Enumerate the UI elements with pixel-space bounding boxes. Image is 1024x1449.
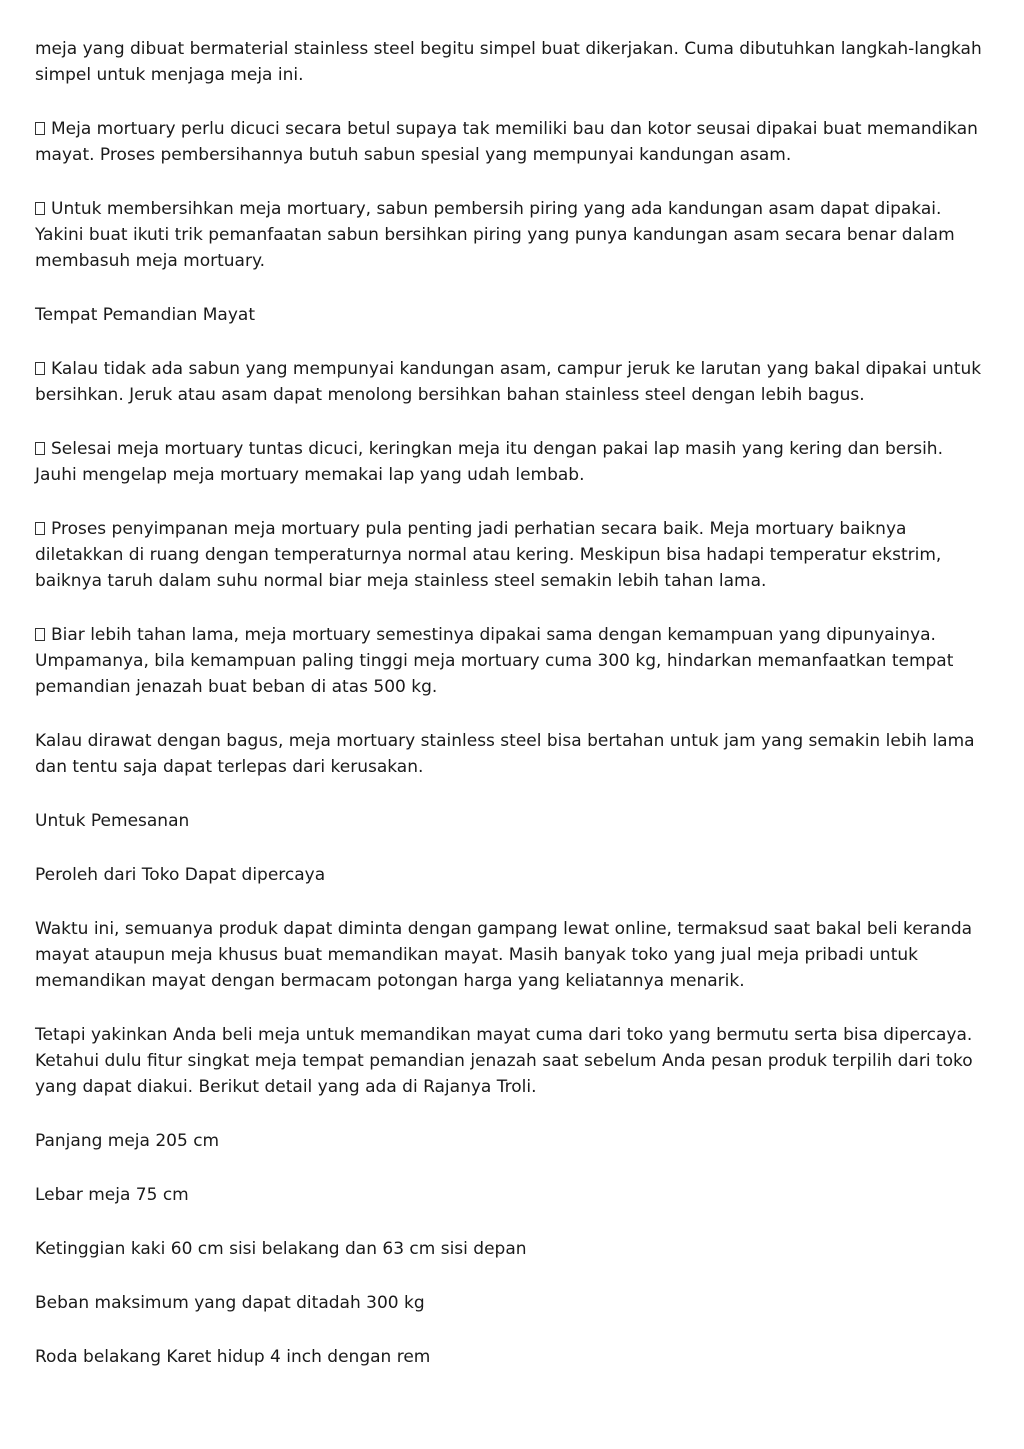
bullet-paragraph: Selesai meja mortuary tuntas dicuci, keringkan meja itu dengan pakai lap masih yang kering dan bersih. Jauhi mengelap meja mortuary memakai lap yang udah lembab. (35, 439, 943, 485)
bullet-paragraph: Proses penyimpanan meja mortuary pula penting jadi perhatian secara baik. Meja mortuary baiknya diletakkan di ruang dengan temperaturnya normal atau kering. Meskipun bisa hadapi temperatur ekstrim, baiknya taruh dalam suhu normal biar meja stainless steel semakin lebih tahan lama. (35, 519, 942, 591)
bullet-paragraph: Kalau tidak ada sabun yang mempunyai kandungan asam, campur jeruk ke larutan yang bakal dipakai untuk bersihkan. Jeruk atau asam dapat menolong bersihkan bahan stainless steel dengan lebih bagus. (35, 359, 982, 405)
section-heading: Peroleh dari Toko Dapat dipercaya (35, 865, 326, 885)
bullet-paragraph: Biar lebih tahan lama, meja mortuary semestinya dipakai sama dengan kemampuan yang dipunyainya. Umpamanya, bila kemampuan paling tinggi meja mortuary cuma 300 kg, hindarkan memanfaatkan tempat pemandian jenazah buat beban di atas 500 kg. (35, 625, 954, 697)
bullet-box-icon (35, 628, 45, 641)
spec-line: Lebar meja 75 cm (35, 1185, 189, 1205)
bullet-box-icon (35, 202, 45, 215)
bullet-paragraph: Untuk membersihkan meja mortuary, sabun pembersih piring yang ada kandungan asam dapat dipakai. Yakini buat ikuti trik pemanfaatan sabun bersihkan piring yang punya kandungan asam secara benar dalam membasuh meja mortuary. (35, 199, 955, 271)
bullet-box-icon (35, 122, 45, 135)
section-heading: Untuk Pemesanan (35, 811, 190, 831)
paragraph: Waktu ini, semuanya produk dapat diminta dengan gampang lewat online, termaksud saat bakal beli keranda mayat ataupun meja khusus buat memandikan mayat. Masih banyak toko yang jual meja pribadi untuk memandikan mayat dengan bermacam potongan harga yang keliatannya menarik. (35, 919, 973, 991)
section-heading: Tempat Pemandian Mayat (35, 305, 255, 325)
bullet-box-icon (35, 522, 45, 535)
paragraph: Kalau dirawat dengan bagus, meja mortuary stainless steel bisa bertahan untuk jam yang semakin lebih lama dan tentu saja dapat terlepas dari kerusakan. (35, 731, 975, 777)
spec-line: Beban maksimum yang dapat ditadah 300 kg (35, 1293, 425, 1313)
bullet-box-icon (35, 362, 45, 375)
bullet-box-icon (35, 442, 45, 455)
spec-line: Roda belakang Karet hidup 4 inch dengan rem (35, 1347, 431, 1367)
paragraph: meja yang dibuat bermaterial stainless steel begitu simpel buat dikerjakan. Cuma dibutuhkan langkah-langkah simpel untuk menjaga meja ini. (35, 39, 982, 85)
spec-line: Ketinggian kaki 60 cm sisi belakang dan 63 cm sisi depan (35, 1239, 527, 1259)
spec-line: Panjang meja 205 cm (35, 1131, 220, 1151)
paragraph: Tetapi yakinkan Anda beli meja untuk memandikan mayat cuma dari toko yang bermutu serta bisa dipercaya. Ketahui dulu fitur singkat meja tempat pemandian jenazah saat sebelum Anda pesan produk terpilih dari toko yang dapat diakui. Berikut detail yang ada di Rajanya Troli. (35, 1025, 973, 1097)
bullet-paragraph: Meja mortuary perlu dicuci secara betul supaya tak memiliki bau dan kotor seusai dipakai buat memandikan mayat. Proses pembersihannya butuh sabun spesial yang mempunyai kandungan asam. (35, 119, 978, 165)
